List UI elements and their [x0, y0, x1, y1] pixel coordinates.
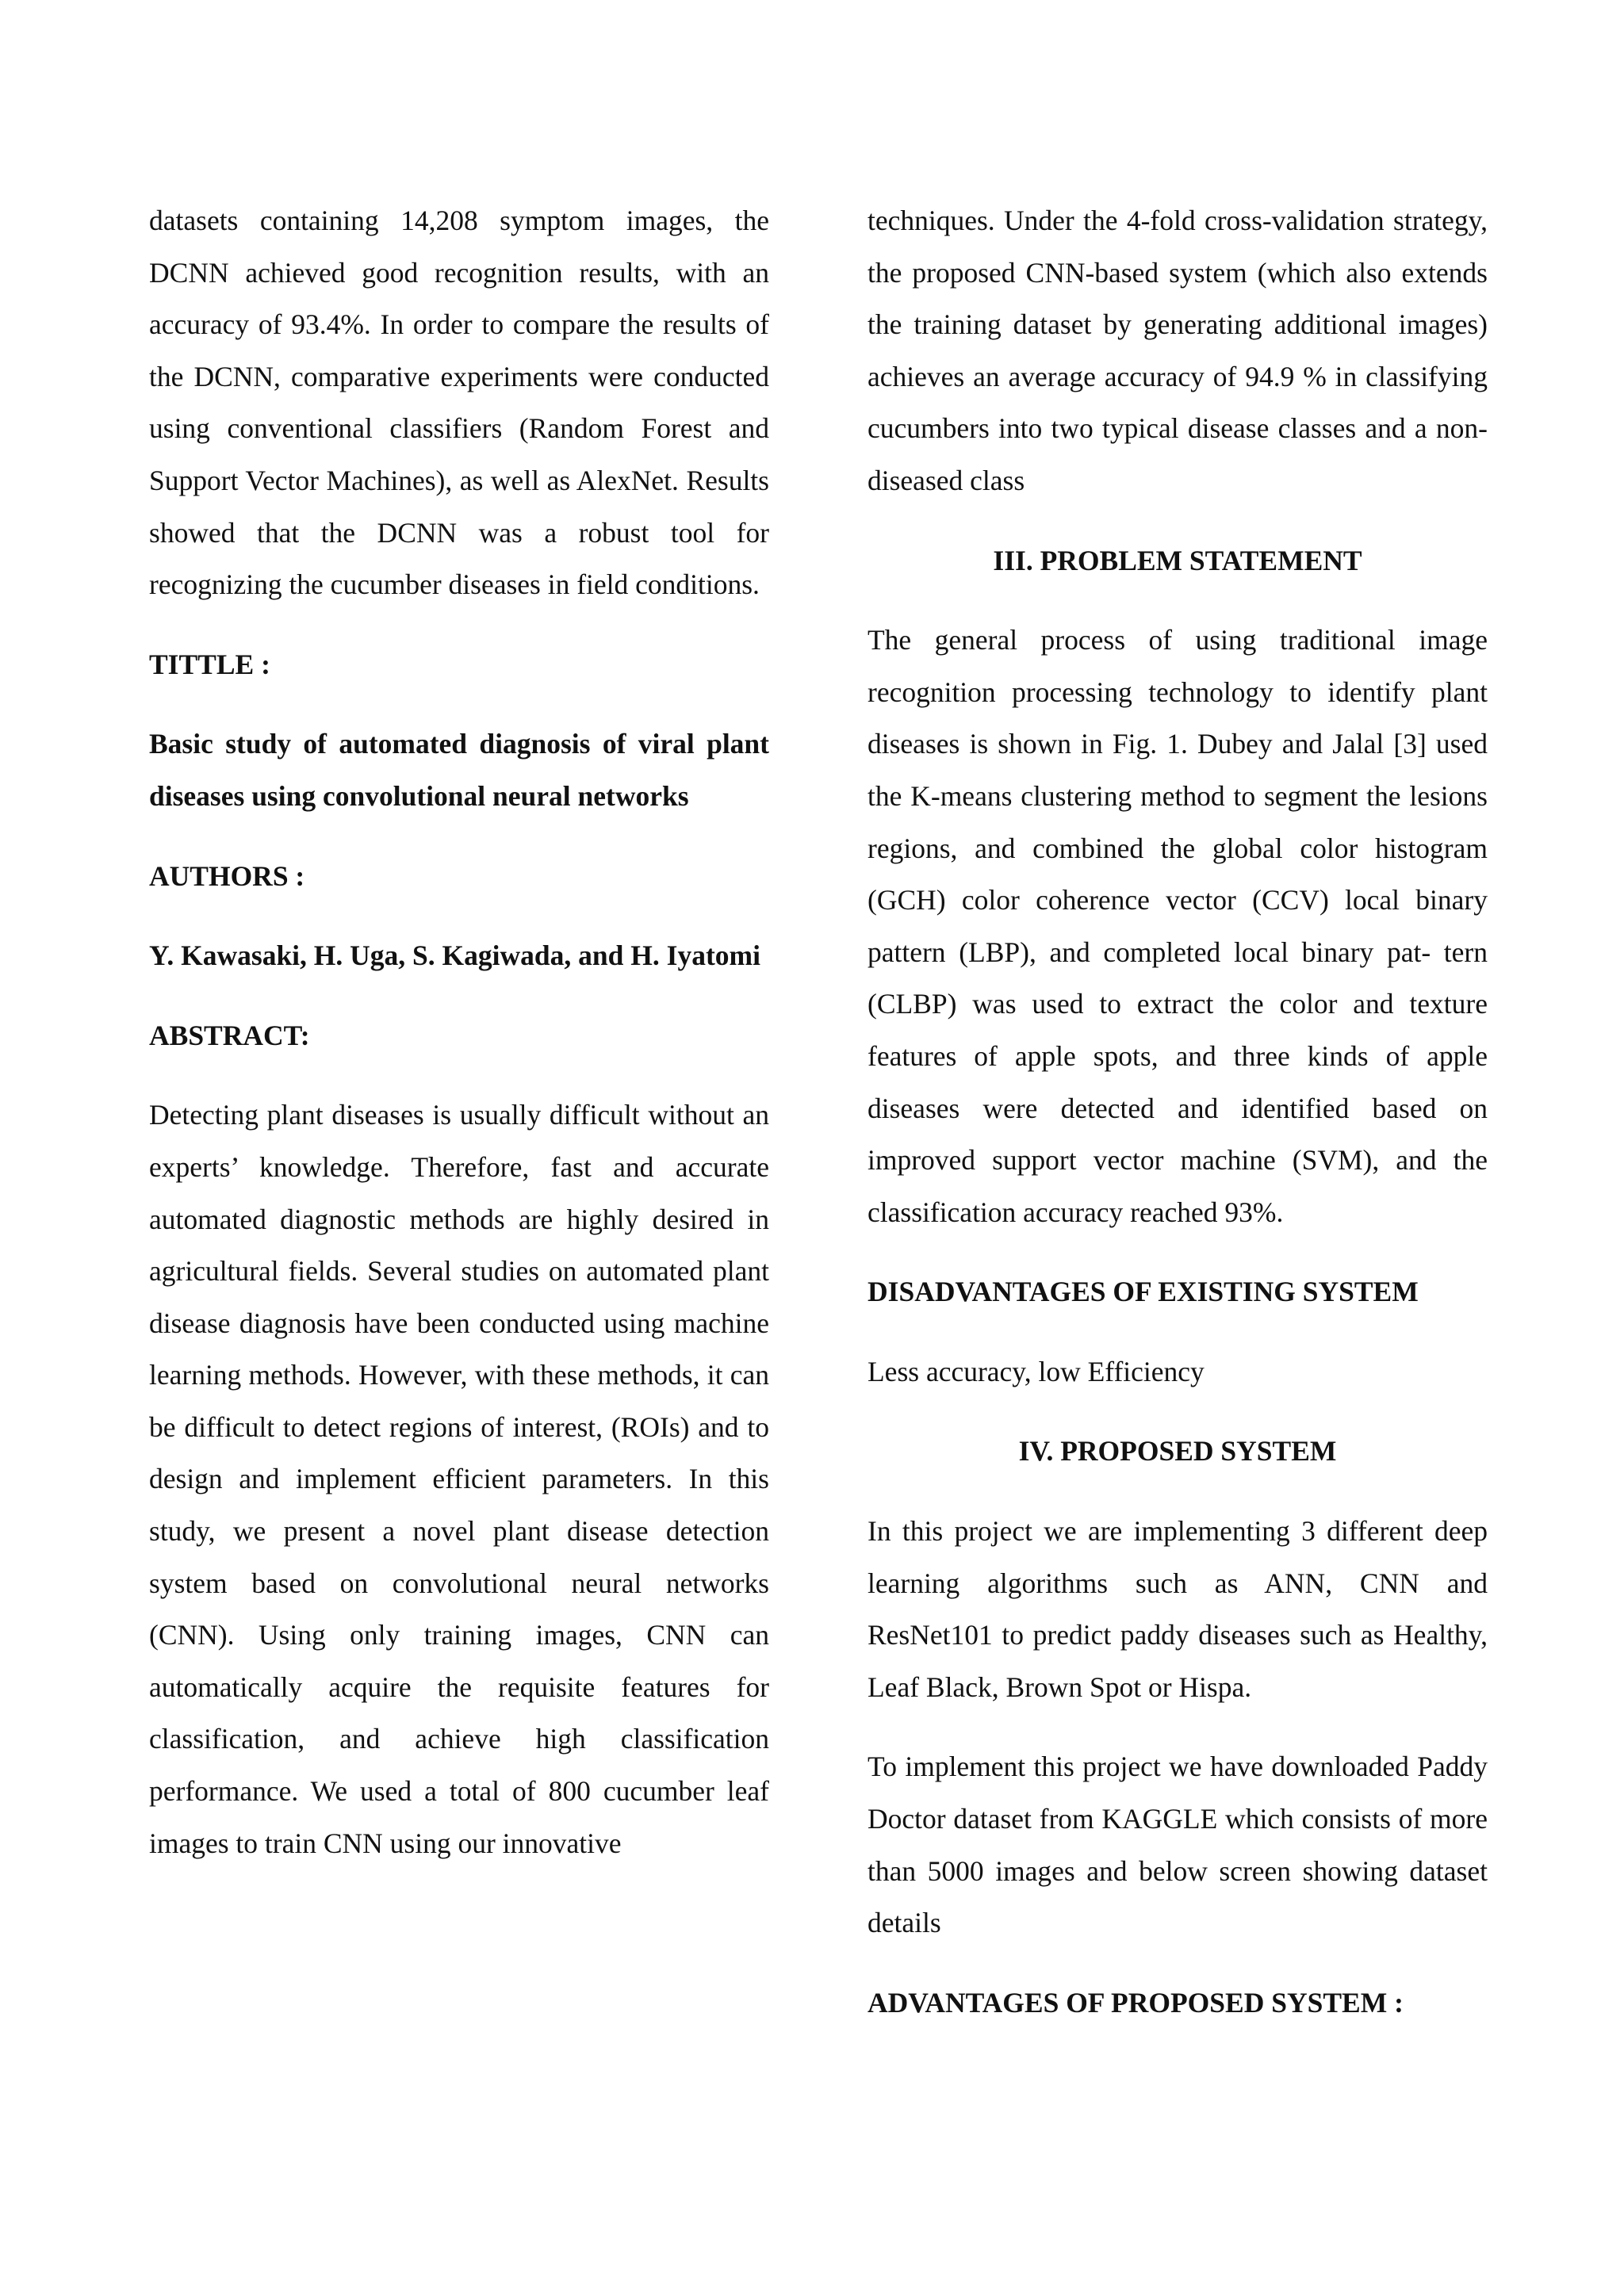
paper-authors: Y. Kawasaki, H. Uga, S. Kagiwada, and H. Iyatomi — [149, 939, 760, 972]
abstract-label: ABSTRACT: — [149, 1019, 310, 1051]
intro-continuation-paragraph: datasets containing 14,208 symptom images, the DCNN achieved good recognition results, with an accuracy of 93.4%. In order to compare the results of the DCNN, comparative experiments were conducted using conventional classifiers (Random Forest and Support Vector Machines), as well as AlexNet. Results showed that the DCNN was a robust tool for recognizing the cucumber diseases in field conditions. — [149, 205, 769, 601]
proposed-system-paragraph-1: In this project we are implementing 3 different deep learning algorithms such as ANN, CNN and ResNet101 to predict paddy diseases such as Healthy, Leaf Black, Brown Spot or Hispa. — [868, 1515, 1488, 1703]
paper-title: Basic study of automated diagnosis of viral plant diseases using convolutional neural networks — [149, 728, 769, 812]
abstract-paragraph: Detecting plant diseases is usually difficult without an experts’ knowledge. Therefore, fast and accurate automated diagnostic methods are highly desired in agricultural fields. Several studies on automated plant disease diagnosis have been conducted using machine learning methods. However, with these methods, it can be difficult to detect regions of interest, (ROIs) and to design and implement efficient parameters. In this study, we present a novel plant disease detection system based on convolutional neural networks (CNN). Using only training images, CNN can automatically acquire the requisite features for classification, and achieve high classification performance. We used a total of 800 cucumber leaf images to train CNN using our innovative — [149, 1099, 769, 1859]
disadvantages-paragraph: Less accuracy, low Efficiency — [868, 1355, 1205, 1387]
left-column — [149, 195, 769, 1897]
right-column — [868, 195, 1488, 2057]
advantages-heading: ADVANTAGES OF PROPOSED SYSTEM : — [868, 1986, 1404, 2019]
proposed-system-paragraph-2: To implement this project we have downloaded Paddy Doctor dataset from KAGGLE which consists of more than 5000 images and below screen showing dataset details — [868, 1751, 1488, 1939]
authors-label: AUTHORS : — [149, 859, 305, 892]
abstract-continuation-paragraph: techniques. Under the 4-fold cross-validation strategy, the proposed CNN-based system (which also extends the training dataset by generating additional images) achieves an average accuracy of 94.9 % in classifying cucumbers into two typical disease classes and a non-diseased class — [868, 205, 1488, 496]
problem-statement-heading: III. PROBLEM STATEMENT — [993, 544, 1362, 576]
title-label: TITTLE : — [149, 648, 270, 680]
problem-statement-paragraph: The general process of using traditional image recognition processing technology to identify plant diseases is shown in Fig. 1. Dubey and Jalal [3] used the K-means clustering method to segment the lesions regions, and combined the global color histogram (GCH) color coherence vector (CCV) local binary pattern (LBP), and completed local binary pat- tern (CLBP) was used to extract the color and texture features of apple spots, and three kinds of apple diseases were detected and identified based on improved support vector machine (SVM), and the classification accuracy reached 93%. — [868, 624, 1488, 1228]
disadvantages-heading: DISADVANTAGES OF EXISTING SYSTEM — [868, 1276, 1419, 1308]
proposed-system-heading: IV. PROPOSED SYSTEM — [1018, 1435, 1337, 1468]
